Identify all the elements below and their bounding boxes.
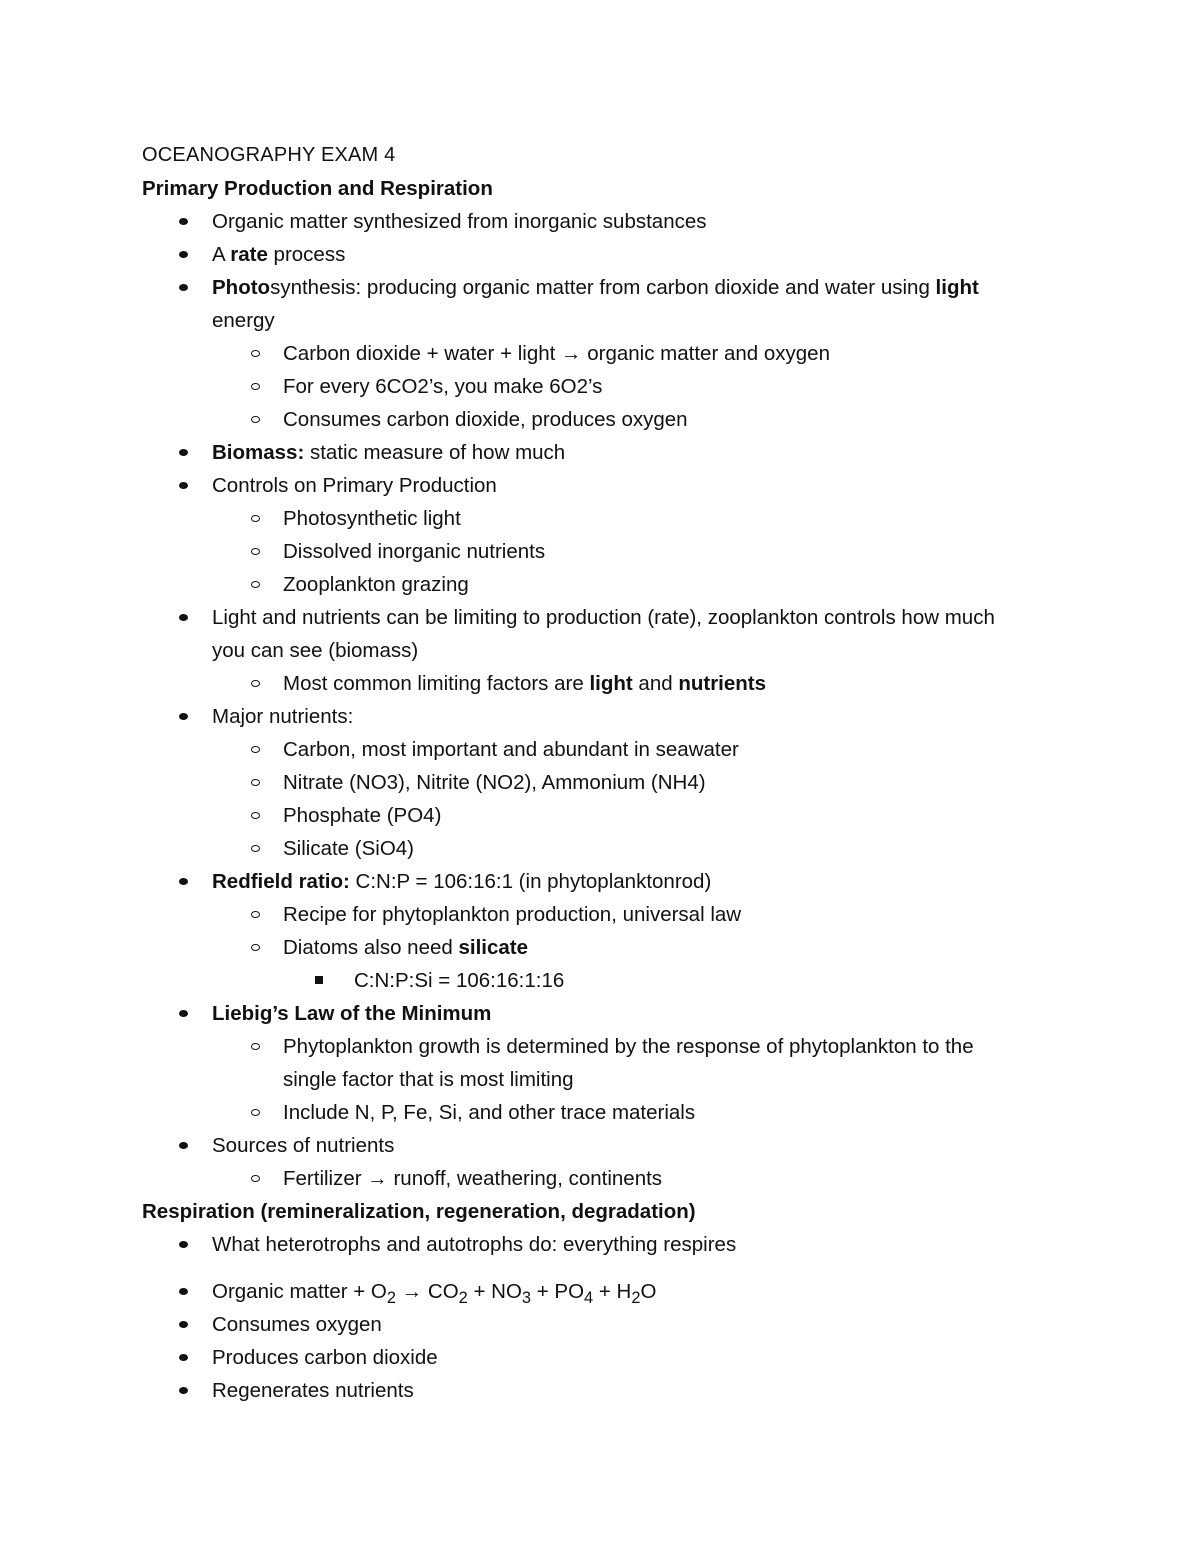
- bullet-icon: [173, 865, 193, 898]
- sub-list-item: Carbon, most important and abundant in seawater: [142, 733, 1072, 766]
- respiration-list: [142, 1228, 1072, 1407]
- circle-bullet-icon: [245, 370, 265, 403]
- bullet-icon: [173, 1275, 193, 1308]
- sub-list-item: Most common limiting factors are light and nutrients: [142, 667, 1072, 700]
- sub-list-item: Nitrate (NO3), Nitrite (NO2), Ammonium (NH4): [142, 766, 1072, 799]
- bullet-icon: [173, 1341, 193, 1374]
- section-heading-respiration: Respiration (remineralization, regeneration, degradation): [142, 1200, 696, 1223]
- circle-bullet-icon: [245, 568, 265, 601]
- circle-bullet-icon: [245, 832, 265, 865]
- circle-bullet-icon: [245, 337, 265, 370]
- list-item: Redfield ratio: C:N:P = 106:16:1 (in phytoplanktonrod): [142, 865, 1072, 898]
- sub-list-item: Phytoplankton growth is determined by the response of phytoplankton to the single factor that is most limiting: [142, 1030, 1072, 1096]
- circle-bullet-icon: [245, 403, 265, 436]
- list-item: What heterotrophs and autotrophs do: everything respires: [142, 1228, 1072, 1261]
- bullet-icon: [173, 997, 193, 1030]
- bullet-icon: [173, 1308, 193, 1341]
- bullet-icon: [173, 436, 193, 469]
- bullet-icon: [173, 700, 193, 733]
- bullet-icon: [173, 205, 193, 238]
- sub-list-item: Zooplankton grazing: [142, 568, 1072, 601]
- primary-production-list: [142, 205, 1072, 1195]
- sub-sub-list-item: C:N:P:Si = 106:16:1:16: [142, 964, 1072, 997]
- list-item: Organic matter synthesized from inorganic substances: [142, 205, 1072, 238]
- square-bullet-icon: [309, 964, 329, 997]
- circle-bullet-icon: [245, 1162, 265, 1195]
- circle-bullet-icon: [245, 1096, 265, 1129]
- list-item: Produces carbon dioxide: [142, 1341, 1072, 1374]
- sub-list-item: Photosynthetic light: [142, 502, 1072, 535]
- sub-list-item: Recipe for phytoplankton production, universal law: [142, 898, 1072, 931]
- sub-list-item: Silicate (SiO4): [142, 832, 1072, 865]
- document-title: OCEANOGRAPHY EXAM 4: [142, 144, 396, 166]
- circle-bullet-icon: [245, 502, 265, 535]
- bullet-icon: [173, 469, 193, 502]
- bullet-icon: [173, 271, 193, 304]
- section-heading-primary-production: Primary Production and Respiration: [142, 177, 493, 200]
- sub-list-item: Dissolved inorganic nutrients: [142, 535, 1072, 568]
- circle-bullet-icon: [245, 898, 265, 931]
- bullet-icon: [173, 1129, 193, 1162]
- bullet-icon: [173, 601, 193, 634]
- circle-bullet-icon: [245, 667, 265, 700]
- list-item: Sources of nutrients: [142, 1129, 1072, 1162]
- list-item: Regenerates nutrients: [142, 1374, 1072, 1407]
- list-item: Consumes oxygen: [142, 1308, 1072, 1341]
- sub-list-item: Diatoms also need silicate: [142, 931, 1072, 964]
- list-item: Photosynthesis: producing organic matter from carbon dioxide and water using light energy: [142, 271, 1072, 337]
- bullet-icon: [173, 1374, 193, 1407]
- circle-bullet-icon: [245, 931, 265, 964]
- respiration-equation: Organic matter + $O_2 \to CO_2 + NO_3 + PO_4 + H_2O$: [142, 1275, 1072, 1308]
- circle-bullet-icon: [245, 799, 265, 832]
- bullet-icon: [173, 238, 193, 271]
- circle-bullet-icon: [245, 766, 265, 799]
- sub-list-item: Phosphate (PO4): [142, 799, 1072, 832]
- circle-bullet-icon: [245, 1030, 265, 1063]
- list-item: A rate process: [142, 238, 1072, 271]
- bullet-icon: [173, 1228, 193, 1261]
- circle-bullet-icon: [245, 535, 265, 568]
- list-item: Controls on Primary Production: [142, 469, 1072, 502]
- sub-list-item: Carbon dioxide + water + light → organic matter and oxygen: [142, 337, 1072, 370]
- circle-bullet-icon: [245, 733, 265, 766]
- list-item: Liebig’s Law of the Minimum: [142, 997, 1072, 1030]
- sub-list-item: Consumes carbon dioxide, produces oxygen: [142, 403, 1072, 436]
- list-item: Light and nutrients can be limiting to production (rate), zooplankton controls how much you can see (biomass): [142, 601, 1072, 667]
- sub-list-item: Fertilizer → runoff, weathering, continents: [142, 1162, 1072, 1195]
- list-item: Biomass: static measure of how much: [142, 436, 1072, 469]
- sub-list-item: For every 6CO2’s, you make 6O2’s: [142, 370, 1072, 403]
- document-body: [142, 139, 1072, 1407]
- list-item: Major nutrients:: [142, 700, 1072, 733]
- sub-list-item: Include N, P, Fe, Si, and other trace materials: [142, 1096, 1072, 1129]
